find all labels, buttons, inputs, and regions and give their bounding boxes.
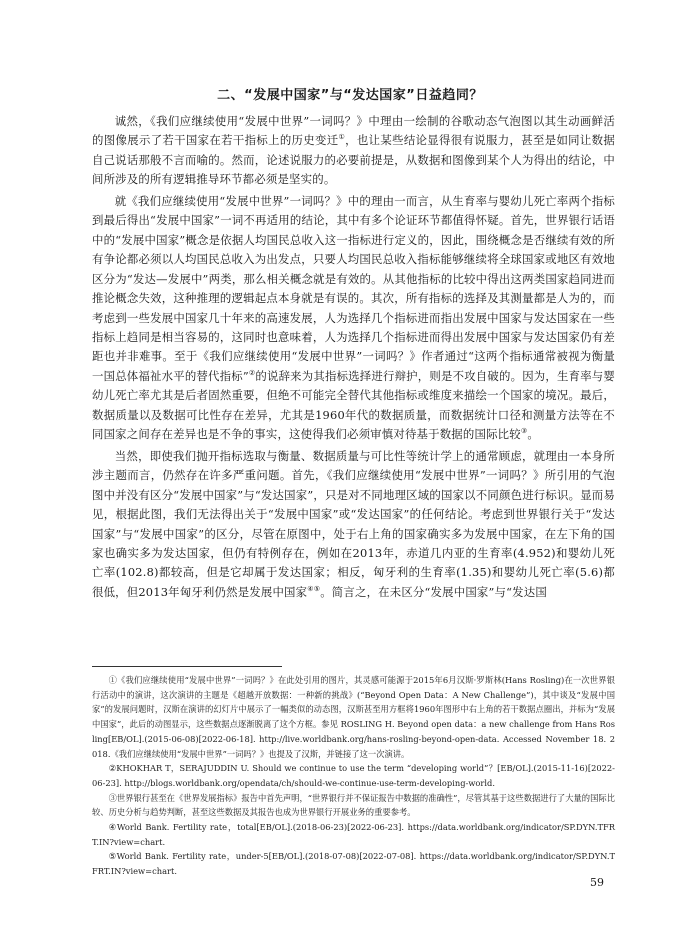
paragraph-1 — [92, 112, 615, 190]
footnote-divider — [92, 666, 282, 667]
footnote-4: ④World Bank. Fertility rate，total[EB/OL].(2018-06-23)[2022-06-23]. https://data.worldbank.org/indicator/SP.DYN.TFRT.IN?view=chart. — [92, 822, 615, 847]
page-number: 59 — [590, 876, 604, 889]
body-text — [92, 112, 615, 602]
footnote-1: ①《我们应继续使用“发展中世界”一词吗？》在此处引用的图片，其灵感可能源于2015年6月汉斯·罗斯林(Hans Rosling)在一次世界银行活动中的演讲，这次演讲的主题是《超越开放数据：一种新的挑战》(“Beyond Open Data：A New Challenge”)，其中谈及“发展中国家”的发展问题时，汉斯在演讲的幻灯片中展示了一幅类似的动态图，汉斯甚至用方框将1960年图形中右上角的若干数据点圈出，并标为“发展中国家”，此后的动图显示，这些数据点逐渐脱离了这个方框。参见 ROSLING H. Beyond open data：a new challenge from Hans Rosling[EB/OL].(2015-06-08)[2022-06-18]. http://live.worldbank.org/hans-rosling-beyond-open-data. Accessed November 18. 2018.《我们应继续使用“发展中世界”一词吗？》也提及了汉斯，并链接了这一次演讲。 — [92, 675, 615, 759]
paragraph-text: 。 — [527, 427, 539, 442]
footnote-ref[interactable]: ④⑤ — [307, 585, 321, 594]
paragraph-2 — [92, 192, 615, 445]
paragraph-text: 的说辞来为其指标选择进行辩护，则是不攻自破的。因为，生育率与婴幼儿死亡率尤其是后者固然重要，但绝不可能完全替代其他指标或维度来描绘一个国家的境况。最后，数据质量以及数据可比性存在差异，尤其是1960年代的数据质量，而数据统计口径和测量方法等在不同国家之间存在差异也是不争的事实，这使得我们必须审慎对待基于数据的国际比较 — [92, 368, 616, 442]
section-heading: 二、“发展中国家”与“发达国家”日益趋同？ — [217, 88, 483, 103]
footnote-ref[interactable]: ③ — [520, 427, 528, 436]
paragraph-text: 当然，即使我们抛开指标选取与衡量、数据质量与可比性等统计学上的通常顾虑，就理由一本身所涉主题而言，仍然存在许多严重问题。首先，《我们应继续使用“发展中世界”一词吗？》所引用的气泡图中并没有区分“发展中国家”与“发达国家”，只是对不同地理区域的国家以不同颜色进行标识。显而易见，根据此图，我们无法得出关于“发展中国家”或“发达国家”的任何结论。考虑到世界银行关于“发达国家”与“发展中国家”的区分，尽管在原图中，处于右上角的国家确实多为发展中国家，在左下角的国家也确实多为发达国家，但仍有特例存在，例如在2013年，赤道几内亚的生育率(4.952)和婴幼儿死亡率(102.8)都较高，但是它却属于发达国家；相反，匈牙利的生育率(1.35)和婴幼儿死亡率(5.6)都很低，但2013年匈牙利仍然是发展中国家 — [92, 448, 615, 599]
paragraph-text: 就《我们应继续使用“发展中世界”一词吗？》中的理由一而言，从生育率与婴幼儿死亡率两个指标到最后得出“发展中国家”一词不再适用的结论，其中有多个论证环节都值得怀疑。首先，世界银行话语中的“发展中国家”概念是依据人均国民总收入这一指标进行定义的，因此，围绕概念是否继续有效的所有争论都必须以人均国民总收入为出发点，只要人均国民总收入指标能够继续将全球国家或地区有效地区分为“发达—发展中”两类，那么相关概念就是有效的。从其他指标的比较中得出这两类国家趋同进而推论概念失效，这种推理的逻辑起点本身就是有误的。其次，所有指标的选择及其测量都是人为的，而考虑到一些发展中国家几十年来的高速发展，人为选择几个指标进而指出发展中国家与发达国家在一些指标上趋同是相当容易的，这同时也意味着，人为选择几个指标进而得出发展中国家与发达国家仍有差距也并非难事。至于《我们应继续使用“发展中世界”一词吗？》作者通过“这两个指标通常被视为衡量一国总体福祉水平的替代指标” — [92, 193, 615, 383]
footnotes — [92, 673, 615, 879]
footnote-2: ②KHOKHAR T，SERAJUDDIN U. Should we continue to use the term “developing world”？[EB/OL].(2015-11-16)[2022-06-23]. http://blogs.worldbank.org/opendata/ch/should-we-continue-use-term-developing-world. — [92, 763, 615, 788]
footnote-ref[interactable]: ① — [338, 133, 346, 142]
paragraph-text: 。简言之，在未区分“发展中国家”与“发达国 — [320, 584, 547, 599]
footnote-3: ③世界银行甚至在《世界发展指标》报告中首先声明，“世界银行并不保证报告中数据的准确性”，尽管其基于这些数据进行了大量的国际比较、历史分析与趋势判断，甚至这些数据及其报告也成为世界银行开展业务的重要参考。 — [92, 792, 615, 818]
footnote-5: ⑤World Bank. Fertility rate，under-5[EB/OL].(2018-07-08)[2022-07-08]. https://data.worldbank.org/indicator/SP.DYN.TFRT.IN?view=chart. — [92, 851, 615, 877]
footnote-ref[interactable]: ② — [248, 369, 256, 378]
paragraph-3 — [92, 447, 615, 603]
paragraph-text: 诚然，《我们应继续使用“发展中世界”一词吗？》中理由一绘制的谷歌动态气泡图以其生动画鲜活的图像展示了若干国家在若干指标上的历史变迁 — [92, 114, 615, 148]
paragraph-text: ，也让某些结论显得很有说服力，甚至是如同让数据自己说话那般不言而喻的。然而，论述说服力的必要前提是，从数据和图像到某个人为得出的结论，中间所涉及的所有逻辑推导环节都必须是坚实的。 — [92, 133, 615, 187]
